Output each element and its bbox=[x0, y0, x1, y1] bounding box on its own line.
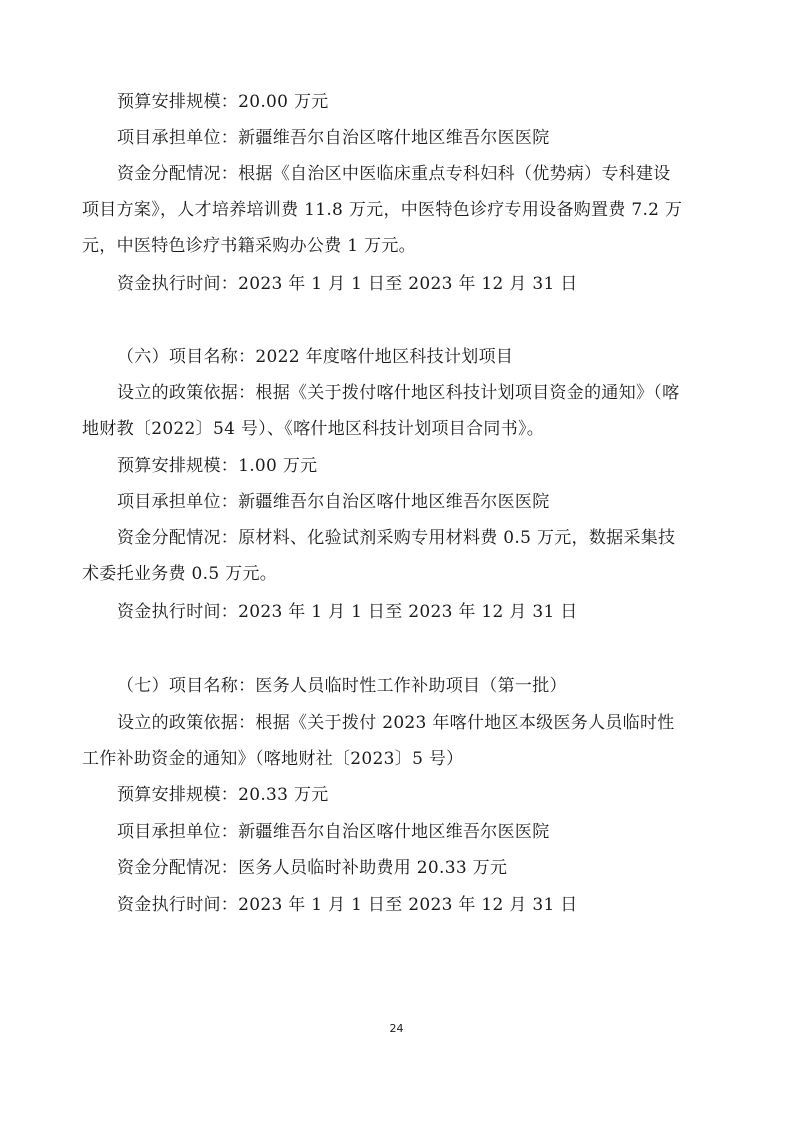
fund-allocation-line: 项目方案》，人才培养培训费 11.8 万元，中医特色诊疗专用设备购置费 7.2 万 bbox=[82, 200, 683, 220]
budget-scale-line: 预算安排规模：20.33 万元 bbox=[117, 785, 329, 805]
fund-allocation-line: 术委托业务费 0.5 万元。 bbox=[82, 564, 278, 584]
fund-allocation-line: 元，中医特色诊疗书籍采购办公费 1 万元。 bbox=[82, 236, 416, 256]
project-title-6: （六）项目名称：2022 年度喀什地区科技计划项目 bbox=[117, 347, 514, 367]
budget-scale-line: 预算安排规模：20.00 万元 bbox=[117, 92, 329, 112]
fund-allocation-line: 资金分配情况：医务人员临时补助费用 20.33 万元 bbox=[117, 858, 508, 878]
budget-scale-line: 预算安排规模：1.00 万元 bbox=[117, 456, 318, 476]
undertaking-unit-line: 项目承担单位：新疆维吾尔自治区喀什地区维吾尔医医院 bbox=[117, 822, 550, 842]
policy-basis-line: 地财教〔2022〕54 号）、《喀什地区科技计划项目合同书》。 bbox=[82, 419, 545, 439]
undertaking-unit-line: 项目承担单位：新疆维吾尔自治区喀什地区维吾尔医医院 bbox=[117, 128, 550, 148]
project-title-7: （七）项目名称：医务人员临时性工作补助项目（第一批） bbox=[117, 676, 567, 696]
page-number: 24 bbox=[389, 1022, 404, 1035]
policy-basis-line: 设立的政策依据：根据《关于拨付 2023 年喀什地区本级医务人员临时性 bbox=[117, 713, 675, 733]
fund-allocation-line: 资金分配情况：根据《自治区中医临床重点专科妇科（优势病）专科建设 bbox=[117, 164, 671, 184]
undertaking-unit-line: 项目承担单位：新疆维吾尔自治区喀什地区维吾尔医医院 bbox=[117, 492, 550, 512]
fund-allocation-line: 资金分配情况：原材料、化验试剂采购专用材料费 0.5 万元，数据采集技 bbox=[117, 528, 676, 548]
policy-basis-line: 工作补助资金的通知》（喀地财社〔2023〕5 号） bbox=[82, 749, 464, 769]
execution-time-line: 资金执行时间：2023 年 1 月 1 日至 2023 年 12 月 31 日 bbox=[117, 602, 578, 622]
policy-basis-line: 设立的政策依据：根据《关于拨付喀什地区科技计划项目资金的通知》（喀 bbox=[117, 383, 680, 403]
execution-time-line: 资金执行时间：2023 年 1 月 1 日至 2023 年 12 月 31 日 bbox=[117, 274, 578, 294]
execution-time-line: 资金执行时间：2023 年 1 月 1 日至 2023 年 12 月 31 日 bbox=[117, 895, 578, 915]
